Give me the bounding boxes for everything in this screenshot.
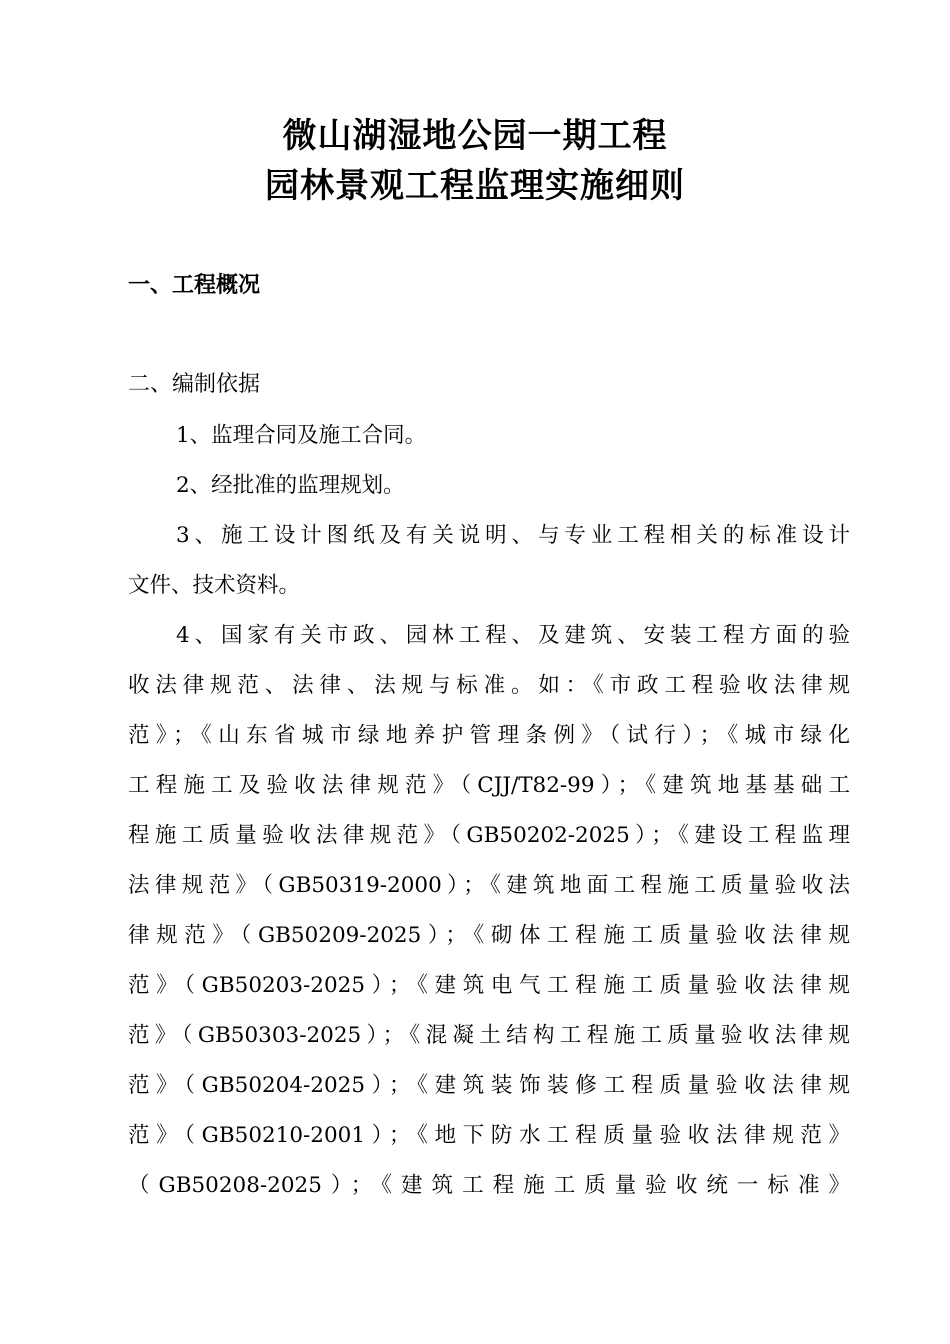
basis-item-4-line-10: 范》（GB50204-2025）；《建筑装饰装修工程质量验收法律规 xyxy=(128,1073,850,1098)
basis-item-4-line-9: 范》（GB50303-2025）；《混凝土结构工程施工质量验收法律规 xyxy=(128,1023,850,1048)
document-title-line-2: 园林景观工程监理实施细则 xyxy=(265,166,685,206)
basis-list xyxy=(128,411,850,1211)
section-heading-project-overview: 一、工程概况 xyxy=(128,273,261,298)
basis-item-3-line-2: 文件、技术资料。 xyxy=(128,573,301,598)
basis-item-3-line-1: 3、施工设计图纸及有关说明、与专业工程相关的标准设计 xyxy=(176,523,850,548)
basis-item-4-line-8: 范》（GB50203-2025）；《建筑电气工程施工质量验收法律规 xyxy=(128,973,850,998)
basis-item-2: 2、经批准的监理规划。 xyxy=(176,473,405,498)
basis-item-4-line-1: 4、国家有关市政、园林工程、及建筑、安装工程方面的验 xyxy=(176,623,850,648)
basis-item-4-line-5: 程施工质量验收法律规范》（GB50202-2025）；《建设工程监理 xyxy=(128,823,850,848)
basis-item-1: 1、监理合同及施工合同。 xyxy=(176,423,427,448)
basis-item-4-line-7: 律规范》（GB50209-2025）；《砌体工程施工质量验收法律规 xyxy=(128,923,850,948)
basis-item-4-line-11: 范》（GB50210-2001）；《地下防水工程质量验收法律规范》 xyxy=(128,1123,850,1148)
basis-item-4-line-3: 范》；《山东省城市绿地养护管理条例》（试行）；《城市绿化 xyxy=(128,723,850,748)
basis-item-4-line-2: 收法律规范、法律、法规与标准。如：《市政工程验收法律规 xyxy=(128,673,850,698)
document-title-line-1: 微山湖湿地公园一期工程 xyxy=(282,116,668,156)
basis-item-4-line-4: 工程施工及验收法律规范》（CJJ/T82-99）；《建筑地基基础工 xyxy=(128,773,850,798)
basis-item-4-line-12: （GB50208-2025）；《建筑工程施工质量验收统一标准》 xyxy=(128,1173,850,1198)
section-heading-compilation-basis: 二、编制依据 xyxy=(128,372,261,397)
basis-item-4-line-6: 法律规范》（GB50319-2000）；《建筑地面工程施工质量验收法 xyxy=(128,873,850,898)
